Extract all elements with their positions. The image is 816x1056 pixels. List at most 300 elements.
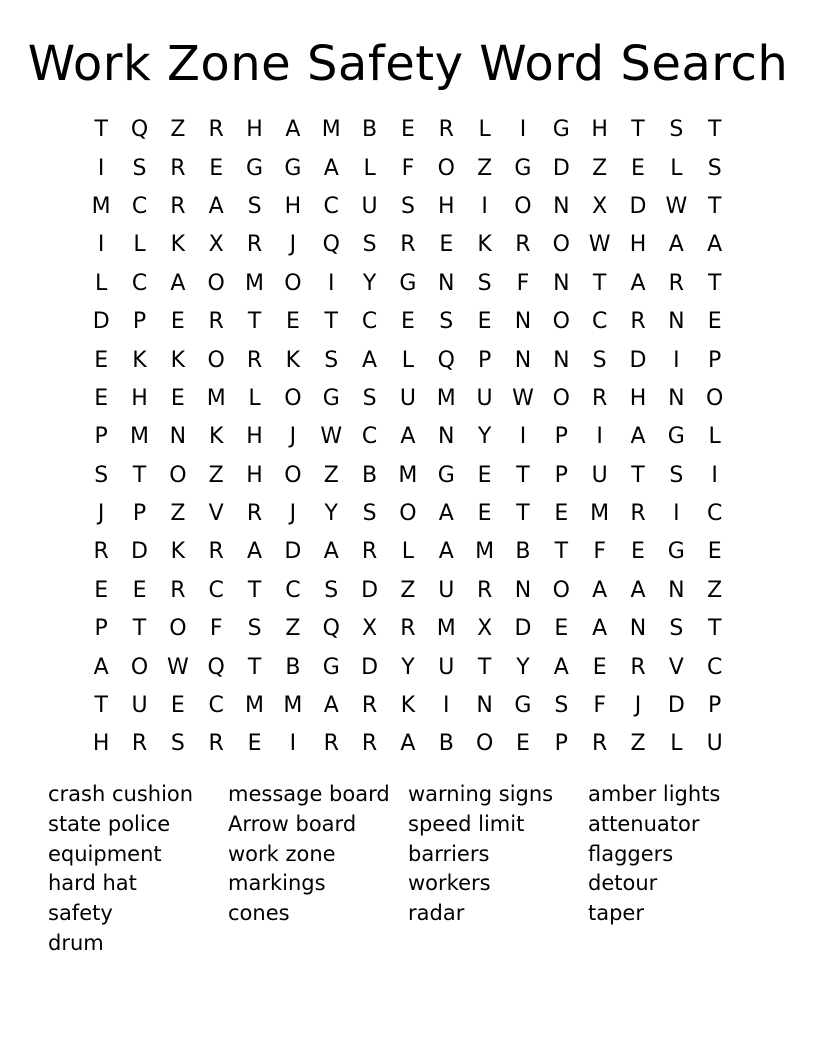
- grid-letter[interactable]: E: [477, 309, 492, 335]
- grid-letter[interactable]: J: [289, 424, 297, 450]
- grid-letter[interactable]: G: [514, 693, 532, 719]
- grid-letter[interactable]: Q: [322, 232, 340, 258]
- grid-letter[interactable]: O: [169, 462, 187, 488]
- grid-letter[interactable]: R: [400, 232, 416, 258]
- grid-letter[interactable]: E: [132, 577, 147, 603]
- grid-letter[interactable]: R: [93, 539, 109, 565]
- grid-letter[interactable]: R: [246, 232, 263, 258]
- grid-letter[interactable]: H: [284, 193, 302, 219]
- grid-letter[interactable]: Z: [170, 117, 186, 143]
- grid-letter[interactable]: Q: [322, 616, 340, 642]
- grid-letter[interactable]: A: [323, 155, 339, 181]
- grid-letter[interactable]: H: [92, 731, 110, 757]
- grid-letter[interactable]: E: [592, 654, 607, 680]
- grid-letter[interactable]: A: [707, 232, 723, 258]
- grid-letter[interactable]: S: [669, 616, 684, 642]
- grid-letter[interactable]: H: [131, 385, 148, 411]
- grid-letter[interactable]: B: [362, 117, 378, 143]
- grid-letter[interactable]: R: [170, 577, 186, 603]
- grid-letter[interactable]: K: [170, 347, 186, 373]
- grid-letter[interactable]: L: [95, 270, 108, 296]
- grid-letter[interactable]: I: [673, 501, 680, 527]
- grid-letter[interactable]: P: [477, 347, 492, 373]
- grid-letter[interactable]: Z: [477, 155, 493, 181]
- grid-letter[interactable]: U: [361, 193, 378, 219]
- grid-letter[interactable]: N: [438, 270, 455, 296]
- grid-letter[interactable]: C: [361, 309, 378, 335]
- grid-letter[interactable]: G: [552, 117, 570, 143]
- grid-letter[interactable]: E: [94, 347, 109, 373]
- grid-letter[interactable]: N: [553, 347, 570, 373]
- grid-letter[interactable]: H: [591, 117, 608, 143]
- grid-letter[interactable]: T: [94, 117, 108, 143]
- grid-letter[interactable]: G: [667, 539, 685, 565]
- grid-letter[interactable]: G: [322, 385, 340, 411]
- grid-letter[interactable]: R: [438, 117, 454, 143]
- word-list-item: cones: [228, 901, 290, 926]
- grid-letter[interactable]: N: [514, 347, 532, 373]
- grid-letter[interactable]: E: [170, 385, 185, 411]
- grid-letter[interactable]: N: [514, 577, 532, 603]
- grid-letter[interactable]: R: [591, 731, 608, 757]
- grid-letter[interactable]: L: [401, 347, 415, 373]
- grid-letter[interactable]: O: [437, 155, 455, 181]
- grid-letter[interactable]: E: [631, 155, 645, 181]
- grid-letter[interactable]: H: [246, 424, 263, 450]
- grid-letter[interactable]: R: [323, 731, 339, 757]
- grid-letter[interactable]: A: [208, 193, 224, 219]
- grid-letter[interactable]: E: [400, 309, 415, 335]
- grid-letter[interactable]: R: [170, 155, 186, 181]
- grid-letter[interactable]: F: [593, 539, 606, 565]
- grid-letter[interactable]: A: [630, 577, 646, 603]
- grid-letter[interactable]: M: [321, 117, 341, 143]
- grid-letter[interactable]: P: [132, 501, 147, 527]
- grid-letter[interactable]: N: [553, 193, 570, 219]
- grid-letter[interactable]: W: [166, 654, 189, 680]
- grid-letter[interactable]: U: [438, 577, 455, 603]
- grid-letter[interactable]: A: [323, 539, 339, 565]
- word-list-item: work zone: [228, 841, 336, 866]
- word-list-item: crash cushion: [48, 782, 194, 806]
- grid-letter[interactable]: K: [285, 347, 301, 373]
- grid-letter[interactable]: R: [591, 385, 608, 411]
- grid-letter[interactable]: K: [400, 693, 416, 719]
- grid-letter[interactable]: P: [554, 424, 568, 450]
- grid-letter[interactable]: C: [285, 577, 301, 603]
- grid-letter[interactable]: S: [324, 577, 339, 603]
- grid-letter[interactable]: A: [285, 117, 301, 143]
- grid-letter[interactable]: M: [130, 424, 149, 450]
- grid-letter[interactable]: R: [361, 731, 378, 757]
- grid-letter[interactable]: I: [97, 232, 105, 258]
- grid-letter[interactable]: M: [475, 539, 495, 565]
- grid-letter[interactable]: A: [247, 539, 263, 565]
- grid-letter[interactable]: J: [289, 232, 297, 258]
- grid-letter[interactable]: I: [443, 693, 450, 719]
- grid-letter[interactable]: O: [475, 731, 494, 757]
- grid-letter[interactable]: L: [133, 232, 146, 258]
- grid-letter[interactable]: A: [630, 424, 646, 450]
- grid-letter[interactable]: X: [208, 232, 224, 258]
- grid-letter[interactable]: C: [591, 309, 608, 335]
- grid-letter[interactable]: S: [362, 385, 377, 411]
- grid-letter[interactable]: L: [670, 731, 683, 757]
- grid-letter[interactable]: R: [668, 270, 684, 296]
- grid-letter[interactable]: S: [247, 193, 262, 219]
- grid-letter[interactable]: R: [246, 347, 263, 373]
- grid-letter[interactable]: H: [629, 232, 647, 258]
- grid-letter[interactable]: R: [476, 577, 493, 603]
- grid-letter[interactable]: U: [438, 654, 455, 680]
- grid-letter[interactable]: N: [629, 616, 647, 642]
- grid-letter[interactable]: G: [246, 155, 264, 181]
- grid-letter[interactable]: M: [283, 693, 303, 719]
- grid-letter[interactable]: B: [438, 731, 454, 757]
- grid-letter[interactable]: T: [477, 654, 492, 680]
- grid-letter[interactable]: I: [289, 731, 297, 757]
- grid-letter[interactable]: S: [362, 501, 377, 527]
- grid-letter[interactable]: D: [629, 347, 647, 373]
- grid-letter[interactable]: S: [477, 270, 492, 296]
- grid-letter[interactable]: D: [131, 539, 148, 565]
- grid-letter[interactable]: E: [400, 117, 415, 143]
- grid-letter[interactable]: K: [208, 424, 224, 450]
- grid-letter[interactable]: S: [707, 155, 722, 181]
- grid-letter[interactable]: S: [592, 347, 607, 373]
- grid-letter[interactable]: I: [97, 155, 105, 181]
- word-list-item: drum: [48, 930, 104, 955]
- grid-letter[interactable]: X: [592, 193, 608, 219]
- grid-letter[interactable]: M: [436, 385, 456, 411]
- grid-letter[interactable]: W: [588, 232, 611, 258]
- grid-letter[interactable]: R: [208, 117, 224, 143]
- grid-letter[interactable]: N: [668, 309, 685, 335]
- grid-letter[interactable]: A: [93, 654, 109, 680]
- grid-letter[interactable]: E: [170, 693, 185, 719]
- grid-letter[interactable]: G: [514, 155, 532, 181]
- grid-letter[interactable]: F: [401, 155, 415, 181]
- grid-letter[interactable]: M: [398, 462, 418, 488]
- grid-letter[interactable]: E: [285, 309, 300, 335]
- grid-letter[interactable]: T: [707, 193, 722, 219]
- grid-letter[interactable]: E: [554, 616, 569, 642]
- grid-letter[interactable]: D: [361, 577, 379, 603]
- grid-letter[interactable]: B: [285, 654, 301, 680]
- grid-letter[interactable]: O: [284, 462, 302, 488]
- grid-letter[interactable]: C: [361, 424, 378, 450]
- grid-letter[interactable]: K: [170, 232, 186, 258]
- word-list-item: Arrow board: [228, 811, 357, 836]
- grid-letter[interactable]: E: [554, 501, 569, 527]
- grid-letter[interactable]: D: [629, 193, 647, 219]
- grid-letter[interactable]: E: [516, 731, 530, 757]
- grid-letter[interactable]: H: [246, 117, 263, 143]
- grid-letter[interactable]: E: [631, 539, 645, 565]
- grid-letter[interactable]: S: [170, 731, 185, 757]
- grid-letter[interactable]: N: [668, 385, 685, 411]
- grid-letter[interactable]: T: [132, 616, 147, 642]
- grid-letter[interactable]: A: [170, 270, 186, 296]
- grid-letter[interactable]: L: [401, 539, 415, 565]
- grid-letter[interactable]: G: [284, 155, 302, 181]
- grid-letter[interactable]: C: [208, 693, 224, 719]
- grid-letter[interactable]: T: [516, 501, 530, 527]
- grid-letter[interactable]: E: [170, 309, 185, 335]
- grid-letter[interactable]: M: [206, 385, 226, 411]
- grid-letter[interactable]: F: [593, 693, 606, 719]
- grid-letter[interactable]: C: [706, 501, 723, 527]
- grid-letter[interactable]: N: [668, 577, 685, 603]
- grid-letter[interactable]: Y: [477, 424, 492, 450]
- word-list-item: detour: [588, 871, 658, 896]
- grid-letter[interactable]: E: [94, 577, 109, 603]
- grid-letter[interactable]: T: [707, 270, 722, 296]
- grid-letter[interactable]: R: [131, 731, 148, 757]
- grid-letter[interactable]: I: [596, 424, 603, 450]
- grid-letter[interactable]: W: [512, 385, 534, 411]
- grid-letter[interactable]: J: [634, 693, 642, 719]
- grid-letter[interactable]: T: [247, 577, 262, 603]
- grid-letter[interactable]: E: [247, 731, 262, 757]
- grid-letter[interactable]: N: [553, 270, 570, 296]
- grid-letter[interactable]: P: [94, 616, 108, 642]
- grid-letter[interactable]: O: [552, 577, 570, 603]
- grid-letter[interactable]: Z: [323, 462, 339, 488]
- grid-letter[interactable]: L: [363, 155, 376, 181]
- grid-letter[interactable]: A: [362, 347, 378, 373]
- grid-letter[interactable]: T: [324, 309, 338, 335]
- grid-letter[interactable]: F: [209, 616, 223, 642]
- grid-letter[interactable]: R: [361, 539, 378, 565]
- grid-letter[interactable]: E: [477, 501, 492, 527]
- grid-letter[interactable]: E: [439, 232, 454, 258]
- grid-letter[interactable]: Q: [437, 347, 455, 373]
- grid-letter[interactable]: P: [132, 309, 147, 335]
- grid-letter[interactable]: C: [323, 193, 339, 219]
- grid-letter[interactable]: Z: [592, 155, 608, 181]
- grid-letter[interactable]: A: [668, 232, 684, 258]
- grid-letter[interactable]: Y: [324, 501, 338, 527]
- grid-letter[interactable]: J: [97, 501, 105, 527]
- grid-letter[interactable]: V: [208, 501, 224, 527]
- grid-letter[interactable]: S: [669, 462, 684, 488]
- grid-letter[interactable]: S: [400, 193, 415, 219]
- grid-letter[interactable]: O: [552, 385, 570, 411]
- grid-letter[interactable]: R: [630, 501, 646, 527]
- grid-letter[interactable]: A: [400, 731, 416, 757]
- grid-letter[interactable]: P: [94, 424, 108, 450]
- grid-letter[interactable]: D: [514, 616, 532, 642]
- grid-letter[interactable]: T: [707, 616, 722, 642]
- grid-letter[interactable]: E: [707, 309, 722, 335]
- word-list-item: message board: [228, 782, 390, 806]
- grid-letter[interactable]: W: [320, 424, 343, 450]
- grid-letter[interactable]: O: [207, 270, 225, 296]
- grid-letter[interactable]: C: [131, 270, 148, 296]
- grid-letter[interactable]: E: [94, 385, 109, 411]
- grid-letter[interactable]: Y: [362, 270, 377, 296]
- grid-letter[interactable]: R: [630, 309, 646, 335]
- grid-letter[interactable]: C: [208, 577, 224, 603]
- word-list-item: attenuator: [588, 811, 700, 836]
- grid-letter[interactable]: V: [668, 654, 684, 680]
- grid-letter[interactable]: Y: [401, 654, 415, 680]
- grid-letter[interactable]: Z: [208, 462, 224, 488]
- grid-letter[interactable]: U: [131, 693, 148, 719]
- grid-letter[interactable]: R: [400, 616, 416, 642]
- grid-letter[interactable]: Q: [207, 654, 225, 680]
- grid-letter[interactable]: U: [476, 385, 493, 411]
- grid-letter[interactable]: R: [515, 232, 531, 258]
- grid-letter[interactable]: A: [630, 270, 646, 296]
- grid-letter[interactable]: R: [208, 539, 224, 565]
- grid-letter[interactable]: O: [284, 270, 302, 296]
- grid-letter[interactable]: Q: [130, 117, 149, 143]
- grid-letter[interactable]: N: [438, 424, 455, 450]
- grid-letter[interactable]: F: [516, 270, 530, 296]
- grid-letter[interactable]: S: [132, 155, 147, 181]
- grid-letter[interactable]: X: [477, 616, 493, 642]
- grid-letter[interactable]: M: [590, 501, 610, 527]
- grid-letter[interactable]: K: [477, 232, 492, 258]
- grid-letter[interactable]: A: [400, 424, 416, 450]
- grid-letter[interactable]: T: [94, 693, 108, 719]
- grid-letter[interactable]: E: [707, 539, 722, 565]
- grid-letter[interactable]: L: [670, 155, 683, 181]
- grid-letter[interactable]: H: [437, 193, 455, 219]
- grid-letter[interactable]: W: [665, 193, 688, 219]
- grid-letter[interactable]: L: [478, 117, 491, 143]
- grid-letter[interactable]: P: [554, 462, 568, 488]
- grid-letter[interactable]: I: [519, 424, 527, 450]
- grid-letter[interactable]: L: [708, 424, 721, 450]
- grid-letter[interactable]: Z: [170, 501, 186, 527]
- grid-letter[interactable]: N: [514, 309, 532, 335]
- grid-letter[interactable]: H: [246, 462, 263, 488]
- grid-letter[interactable]: Y: [516, 654, 530, 680]
- grid-letter[interactable]: I: [327, 270, 335, 296]
- grid-letter[interactable]: D: [361, 654, 379, 680]
- grid-letter[interactable]: T: [631, 117, 645, 143]
- grid-letter[interactable]: I: [481, 193, 488, 219]
- grid-letter[interactable]: O: [514, 193, 532, 219]
- grid-letter[interactable]: A: [323, 693, 339, 719]
- grid-letter[interactable]: J: [289, 501, 297, 527]
- grid-letter[interactable]: A: [592, 577, 608, 603]
- grid-letter[interactable]: T: [247, 654, 262, 680]
- grid-letter[interactable]: O: [552, 309, 570, 335]
- grid-letter[interactable]: P: [708, 347, 722, 373]
- grid-letter[interactable]: A: [553, 654, 569, 680]
- grid-letter[interactable]: S: [247, 616, 262, 642]
- letter-grid: [82, 111, 734, 764]
- grid-letter[interactable]: Z: [285, 616, 301, 642]
- grid-letter[interactable]: N: [476, 693, 493, 719]
- grid-letter[interactable]: N: [169, 424, 187, 450]
- grid-letter[interactable]: B: [515, 539, 531, 565]
- grid-letter[interactable]: E: [209, 155, 224, 181]
- grid-letter[interactable]: U: [591, 462, 608, 488]
- grid-letter[interactable]: A: [438, 539, 454, 565]
- grid-letter[interactable]: Z: [630, 731, 646, 757]
- grid-letter[interactable]: A: [438, 501, 454, 527]
- grid-letter[interactable]: R: [170, 193, 186, 219]
- grid-letter[interactable]: O: [552, 232, 570, 258]
- grid-letter[interactable]: G: [667, 424, 685, 450]
- grid-letter[interactable]: S: [362, 232, 377, 258]
- grid-letter[interactable]: U: [706, 731, 723, 757]
- grid-letter[interactable]: M: [245, 693, 265, 719]
- grid-letter[interactable]: G: [437, 462, 455, 488]
- grid-letter[interactable]: C: [131, 193, 148, 219]
- grid-letter[interactable]: O: [284, 385, 302, 411]
- grid-letter[interactable]: E: [477, 462, 492, 488]
- grid-letter[interactable]: S: [324, 347, 339, 373]
- grid-letter[interactable]: G: [322, 654, 340, 680]
- grid-letter[interactable]: R: [246, 501, 263, 527]
- grid-letter[interactable]: Z: [707, 577, 723, 603]
- grid-letter[interactable]: D: [667, 693, 685, 719]
- grid-letter[interactable]: S: [439, 309, 454, 335]
- grid-letter[interactable]: P: [708, 693, 722, 719]
- grid-letter[interactable]: T: [132, 462, 147, 488]
- grid-letter[interactable]: I: [519, 117, 527, 143]
- grid-letter[interactable]: A: [592, 616, 608, 642]
- word-list-item: barriers: [408, 841, 490, 866]
- grid-letter[interactable]: R: [630, 654, 646, 680]
- grid-letter[interactable]: O: [169, 616, 187, 642]
- grid-letter[interactable]: T: [592, 270, 607, 296]
- grid-letter[interactable]: T: [516, 462, 530, 488]
- grid-letter[interactable]: R: [208, 731, 224, 757]
- grid-letter[interactable]: P: [554, 731, 568, 757]
- grid-letter[interactable]: B: [362, 462, 378, 488]
- grid-letter[interactable]: M: [91, 193, 111, 219]
- grid-letter[interactable]: M: [245, 270, 265, 296]
- grid-letter[interactable]: T: [554, 539, 569, 565]
- grid-letter[interactable]: O: [207, 347, 225, 373]
- grid-letter[interactable]: T: [707, 117, 722, 143]
- grid-letter[interactable]: O: [130, 654, 149, 680]
- grid-letter[interactable]: L: [248, 385, 261, 411]
- grid-letter[interactable]: S: [94, 462, 109, 488]
- grid-letter[interactable]: M: [436, 616, 456, 642]
- grid-letter[interactable]: Z: [400, 577, 416, 603]
- grid-letter[interactable]: S: [669, 117, 684, 143]
- grid-letter[interactable]: I: [711, 462, 718, 488]
- grid-letter[interactable]: K: [132, 347, 147, 373]
- grid-letter[interactable]: U: [399, 385, 416, 411]
- grid-letter[interactable]: D: [552, 155, 570, 181]
- grid-letter[interactable]: D: [284, 539, 302, 565]
- grid-letter[interactable]: O: [706, 385, 724, 411]
- grid-letter[interactable]: K: [170, 539, 186, 565]
- grid-letter[interactable]: R: [208, 309, 224, 335]
- word-list-item: warning signs: [408, 782, 554, 806]
- grid-letter[interactable]: T: [631, 462, 645, 488]
- grid-letter[interactable]: C: [706, 654, 723, 680]
- grid-letter[interactable]: T: [247, 309, 262, 335]
- grid-letter[interactable]: R: [361, 693, 378, 719]
- grid-letter[interactable]: I: [673, 347, 680, 373]
- grid-letter[interactable]: O: [399, 501, 417, 527]
- grid-letter[interactable]: S: [554, 693, 569, 719]
- grid-letter[interactable]: X: [362, 616, 378, 642]
- grid-letter[interactable]: H: [629, 385, 647, 411]
- grid-letter[interactable]: G: [399, 270, 417, 296]
- grid-letter[interactable]: D: [92, 309, 110, 335]
